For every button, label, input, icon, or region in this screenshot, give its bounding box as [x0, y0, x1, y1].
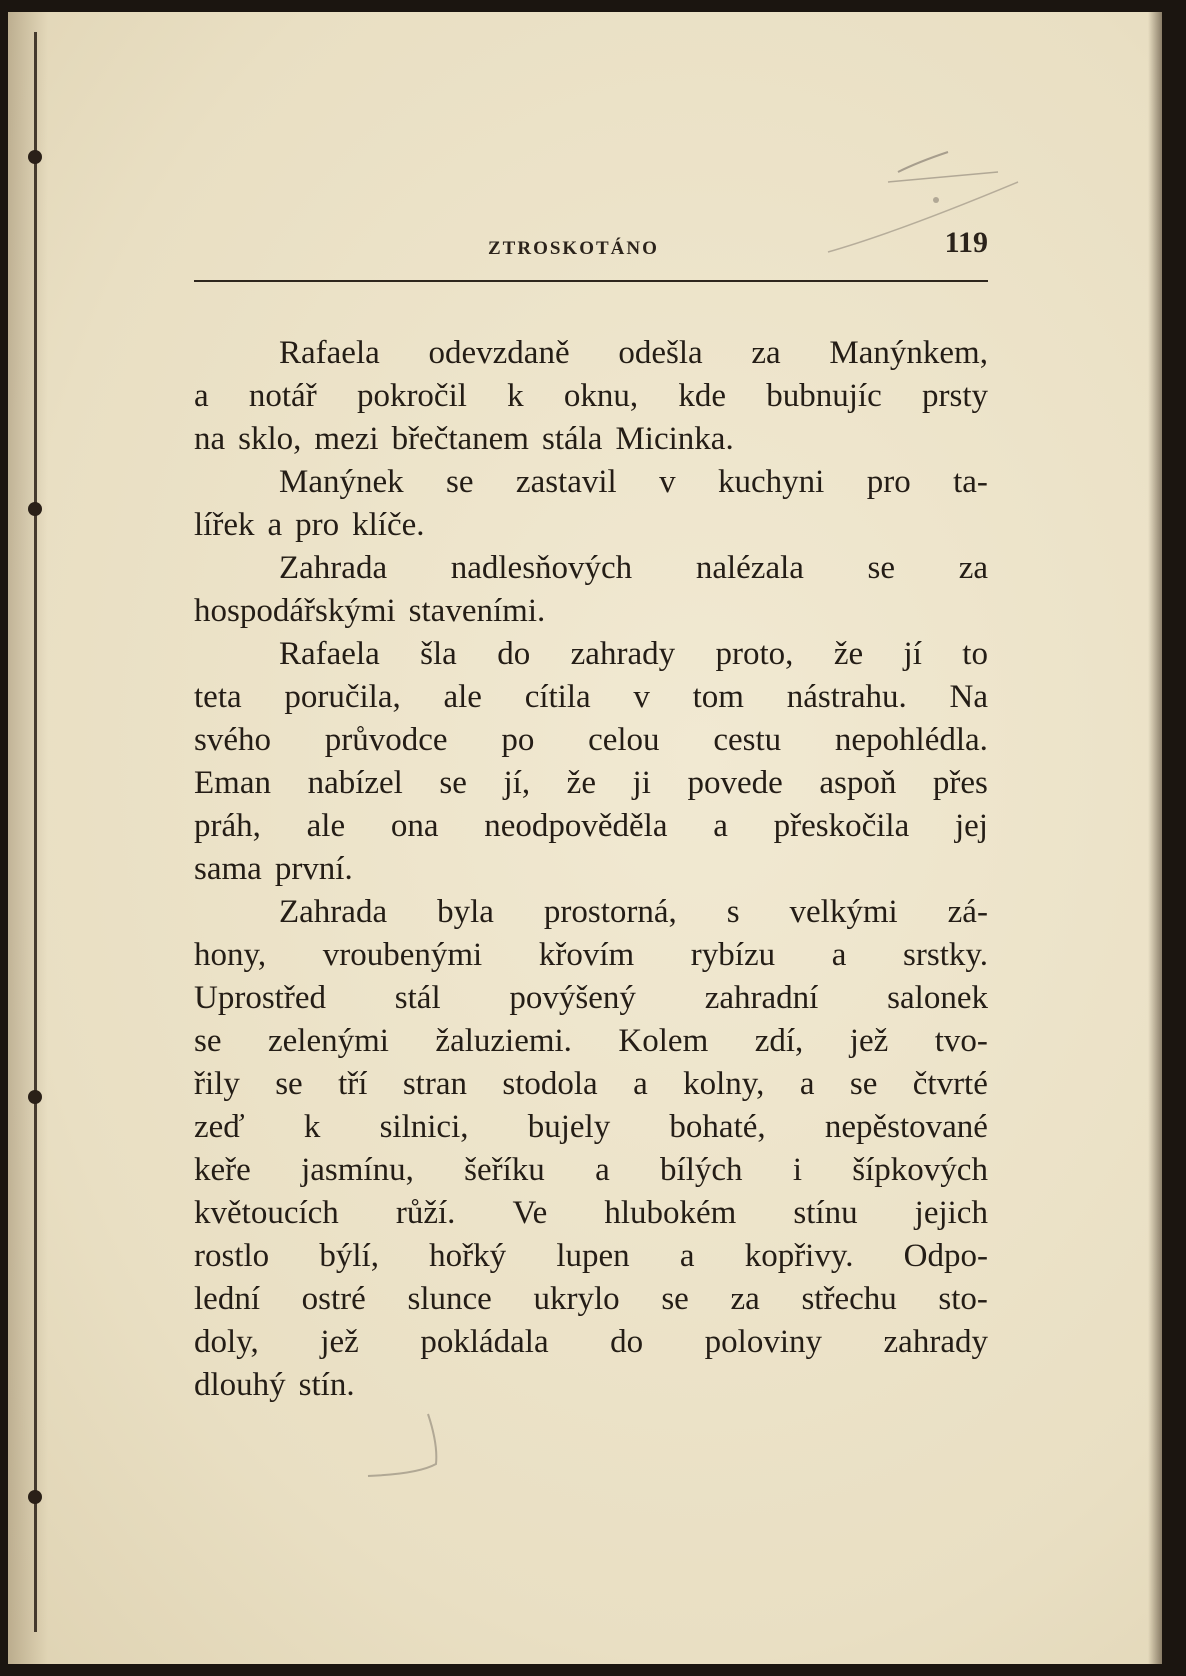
binding-hole [28, 502, 42, 516]
page-edge-shadow [1148, 12, 1162, 1664]
text-line [194, 977, 988, 1020]
word: ji [632, 765, 651, 801]
word: se [849, 1066, 878, 1102]
word: stínu [793, 1195, 858, 1231]
word: býlí, [319, 1238, 379, 1274]
word: vroubenými [322, 937, 483, 973]
word: nepohlédla. [834, 722, 988, 758]
word: rostlo [194, 1238, 270, 1274]
word: Na [949, 679, 988, 715]
word: hospodářskými [194, 593, 396, 629]
word: stín. [298, 1367, 355, 1403]
binding-hole [28, 1090, 42, 1104]
word: žaluziemi. [435, 1023, 572, 1059]
word: Odpo- [903, 1238, 988, 1274]
word: do [610, 1324, 644, 1360]
word: a [831, 937, 847, 973]
binding-hole [28, 1490, 42, 1504]
text-line [194, 1149, 988, 1192]
word: se [661, 1281, 689, 1317]
word: v [633, 679, 650, 715]
text-line [194, 1020, 988, 1063]
word: šeříku [464, 1152, 545, 1188]
word: nadlesňových [450, 550, 633, 586]
word: odešla [618, 335, 703, 371]
word: dlouhý [194, 1367, 286, 1403]
word: prsty [921, 378, 988, 414]
word: salonek [887, 980, 988, 1016]
word: povýšený [509, 980, 636, 1016]
word: zeď [194, 1109, 245, 1145]
word: Rafaela [279, 335, 380, 371]
word: ta- [953, 464, 988, 500]
word: Eman [194, 765, 271, 801]
word: stodola [502, 1066, 598, 1102]
word: nabízel [307, 765, 403, 801]
word: se [439, 765, 467, 801]
word: lupen [556, 1238, 630, 1274]
word: a [799, 1066, 815, 1102]
text-line [194, 805, 988, 848]
word: jež [320, 1324, 359, 1360]
word: po [501, 722, 535, 758]
word: bílých [660, 1152, 743, 1188]
word: zá- [947, 894, 988, 930]
text-line [194, 1106, 988, 1149]
word: zelenými [267, 1023, 389, 1059]
word: jasmínu, [301, 1152, 414, 1188]
word: Ve [512, 1195, 548, 1231]
word: růží. [395, 1195, 456, 1231]
word: šla [420, 636, 457, 672]
word: i [792, 1152, 802, 1188]
word: lední [194, 1281, 260, 1317]
word: pro [295, 507, 340, 543]
word: tvo- [934, 1023, 988, 1059]
header-rule [194, 280, 988, 282]
word: první. [274, 851, 353, 887]
word: poloviny [704, 1324, 822, 1360]
word: k [303, 1109, 321, 1145]
word: jí, [503, 765, 531, 801]
word: stála [541, 421, 603, 457]
word: mezi [314, 421, 379, 457]
word: čtvrté [912, 1066, 988, 1102]
word: se [446, 464, 474, 500]
word: a [679, 1238, 695, 1274]
word: a [633, 1066, 648, 1102]
word: květoucích [194, 1195, 339, 1231]
word: šípkových [852, 1152, 988, 1188]
body-text [194, 332, 988, 1407]
word: Manýnkem, [829, 335, 988, 371]
word: keře [194, 1152, 251, 1188]
text-line [194, 590, 988, 633]
word: hlubokém [604, 1195, 737, 1231]
word: že [566, 765, 596, 801]
word: kolny, [683, 1066, 765, 1102]
word: se [275, 1066, 303, 1102]
word: a [713, 808, 728, 844]
word: nepěstované [824, 1109, 988, 1145]
word: pokročil [356, 378, 467, 414]
word: tom [692, 679, 744, 715]
word: přeskočila [773, 808, 910, 844]
word: řily [194, 1066, 240, 1102]
text-line [194, 332, 988, 375]
word: a [267, 507, 283, 543]
word: proto, [715, 636, 794, 672]
word: že [833, 636, 864, 672]
gutter-shadow [8, 12, 48, 1664]
word: byla [437, 894, 494, 930]
word: povede [687, 765, 783, 801]
word: pro [866, 464, 911, 500]
word: tří [338, 1066, 368, 1102]
word: ale [306, 808, 346, 844]
word: klíče. [352, 507, 425, 543]
word: břečtanem [391, 421, 529, 457]
text-line [194, 934, 988, 977]
word: jež [849, 1023, 889, 1059]
word: zastavil [515, 464, 617, 500]
word: sklo, [238, 421, 302, 457]
running-title: ZTROSKOTÁNO [488, 238, 659, 259]
pencil-scribble-bottom [358, 1404, 478, 1504]
word: jej [954, 808, 988, 844]
word: přes [932, 765, 988, 801]
word: notář [248, 378, 317, 414]
word: aspoň [819, 765, 897, 801]
word: prostorná, [543, 894, 677, 930]
word: pokládala [420, 1324, 549, 1360]
text-line [194, 848, 988, 891]
word: slunce [407, 1281, 492, 1317]
text-line [194, 762, 988, 805]
word: jejich [914, 1195, 988, 1231]
word: neodpověděla [484, 808, 668, 844]
word: kuchyni [718, 464, 825, 500]
word: ona [390, 808, 439, 844]
word: Micinka. [615, 421, 734, 457]
text-line [194, 1278, 988, 1321]
word: se [194, 1023, 222, 1059]
text-line [194, 547, 988, 590]
word: s [726, 894, 740, 930]
word: práh, [194, 808, 261, 844]
text-line [194, 676, 988, 719]
word: velkými [789, 894, 898, 930]
word: lířek [194, 507, 255, 543]
page-number: 119 [944, 226, 988, 259]
word: bujely [527, 1109, 611, 1145]
text-line [194, 461, 988, 504]
word: bohaté, [669, 1109, 766, 1145]
word: za [751, 335, 781, 371]
text-line [194, 1321, 988, 1364]
word: stran [402, 1066, 467, 1102]
word: cítila [524, 679, 591, 715]
word: staveními. [408, 593, 546, 629]
text-line [194, 418, 988, 461]
word: kopřivy. [744, 1238, 854, 1274]
binding-thread [34, 32, 37, 1632]
text-line [194, 1063, 988, 1106]
word: hořký [429, 1238, 507, 1274]
word: teta [194, 679, 242, 715]
word: nalézala [695, 550, 804, 586]
text-line [194, 375, 988, 418]
word: ale [443, 679, 482, 715]
word: silnici, [379, 1109, 469, 1145]
word: k [507, 378, 524, 414]
text-line [194, 1235, 988, 1278]
word: zahradní [704, 980, 819, 1016]
word: odevzdaně [428, 335, 570, 371]
word: do [497, 636, 531, 672]
word: to [962, 636, 988, 672]
word: a [194, 378, 209, 414]
word: zahrady [570, 636, 676, 672]
word: zahrady [883, 1324, 988, 1360]
word: Zahrada [279, 894, 388, 930]
word: se [867, 550, 896, 586]
page-header [194, 226, 988, 266]
word: na [194, 421, 226, 457]
word: zdí, [754, 1023, 804, 1059]
word: střechu [801, 1281, 897, 1317]
text-line [194, 633, 988, 676]
word: bubnujíc [766, 378, 882, 414]
word: jí [903, 636, 922, 672]
word: Rafaela [279, 636, 380, 672]
word: ukrylo [533, 1281, 620, 1317]
text-line [194, 1364, 988, 1407]
word: oknu, [563, 378, 639, 414]
word: srstky. [903, 937, 988, 973]
word: křovím [538, 937, 635, 973]
word: hony, [194, 937, 267, 973]
word: za [958, 550, 988, 586]
word: Uprostřed [194, 980, 326, 1016]
word: kde [678, 378, 727, 414]
word: poručila, [284, 679, 401, 715]
text-line [194, 719, 988, 762]
word: rybízu [690, 937, 776, 973]
text-line [194, 891, 988, 934]
binding-hole [28, 150, 42, 164]
word: stál [394, 980, 441, 1016]
word: doly, [194, 1324, 259, 1360]
word: ostré [301, 1281, 366, 1317]
word: cestu [713, 722, 782, 758]
text-line [194, 1192, 988, 1235]
word: v [659, 464, 676, 500]
word: za [730, 1281, 760, 1317]
word: a [595, 1152, 610, 1188]
text-line [194, 504, 988, 547]
word: průvodce [324, 722, 448, 758]
word: Zahrada [279, 550, 388, 586]
word: celou [588, 722, 660, 758]
word: Kolem [618, 1023, 709, 1059]
word: svého [194, 722, 271, 758]
word: sto- [938, 1281, 988, 1317]
word: nástrahu. [786, 679, 907, 715]
word: Manýnek [279, 464, 404, 500]
word: sama [194, 851, 262, 887]
